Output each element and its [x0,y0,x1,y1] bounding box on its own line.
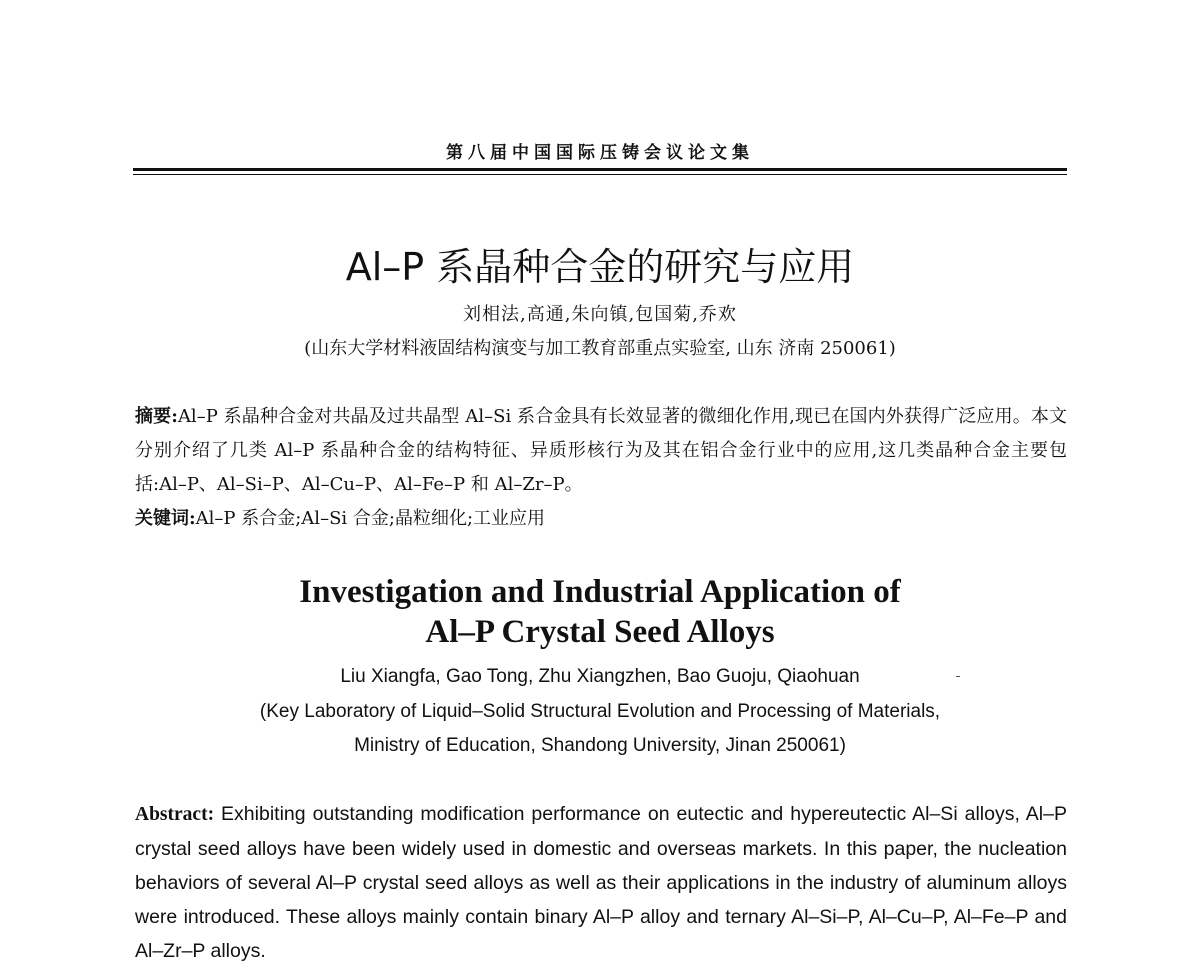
english-abstract-label: Abstract: [135,804,215,825]
english-abstract [135,797,1067,968]
english-authors: Liu Xiangfa, Gao Tong, Zhu Xiangzhen, Bao Guoju, Qiaohuan [340,666,860,687]
chinese-keywords [135,502,1067,536]
scan-speck [956,676,960,677]
chinese-affiliation: (山东大学材料液固结构演变与加工教育部重点实验室, 山东 济南 250061) [304,338,896,359]
header-rule-thick [133,168,1067,171]
chinese-keywords-label: 关键词: [135,508,196,529]
chinese-abstract [135,400,1067,502]
chinese-keywords-text: Al–P 系合金;Al–Si 合金;晶粒细化;工业应用 [195,508,546,529]
english-affiliation-line1: (Key Laboratory of Liquid–Solid Structural Evolution and Processing of Materials, [259,701,941,722]
chinese-abstract-text: Al–P 系晶种合金对共晶及过共晶型 Al–Si 系合金具有长效显著的微细化作用,现已在国内外获得广泛应用。本文分别介绍了几类 Al–P 系晶种合金的结构特征、异质形核行为及其在铝合金行业中的应用,这几类晶种合金主要包括:Al–P、Al–Si–P、Al–Cu–P、Al–Fe–P 和 Al–Zr–P。 [135,406,1067,495]
header-rule-thin [133,174,1067,175]
chinese-title: Al–P 系晶种合金的研究与应用 [345,245,855,289]
english-title [0,572,1200,652]
english-affiliation-line2: Ministry of Education, Shandong University, Jinan 250061) [354,735,846,756]
chinese-abstract-label: 摘要: [135,406,178,427]
english-title-line1: Investigation and Industrial Application of [299,574,901,610]
english-title-line2: Al–P Crystal Seed Alloys [425,614,775,650]
english-abstract-text: Exhibiting outstanding modification performance on eutectic and hypereutectic Al–Si alloys, Al–P crystal seed alloys have been widely used in domestic and overseas markets. In this paper, the nucleation behaviors of several Al–P crystal seed alloys as well as their applications in the industry of aluminum alloys were introduced. These alloys mainly contain binary Al–P alloy and ternary Al–Si–P, Al–Cu–P, Al–Fe–P and Al–Zr–P alloys. [135,803,1067,962]
running-header: 第八届中国国际压铸会议论文集 [446,143,754,163]
chinese-authors: 刘相法,高通,朱向镇,包国菊,乔欢 [463,304,737,325]
